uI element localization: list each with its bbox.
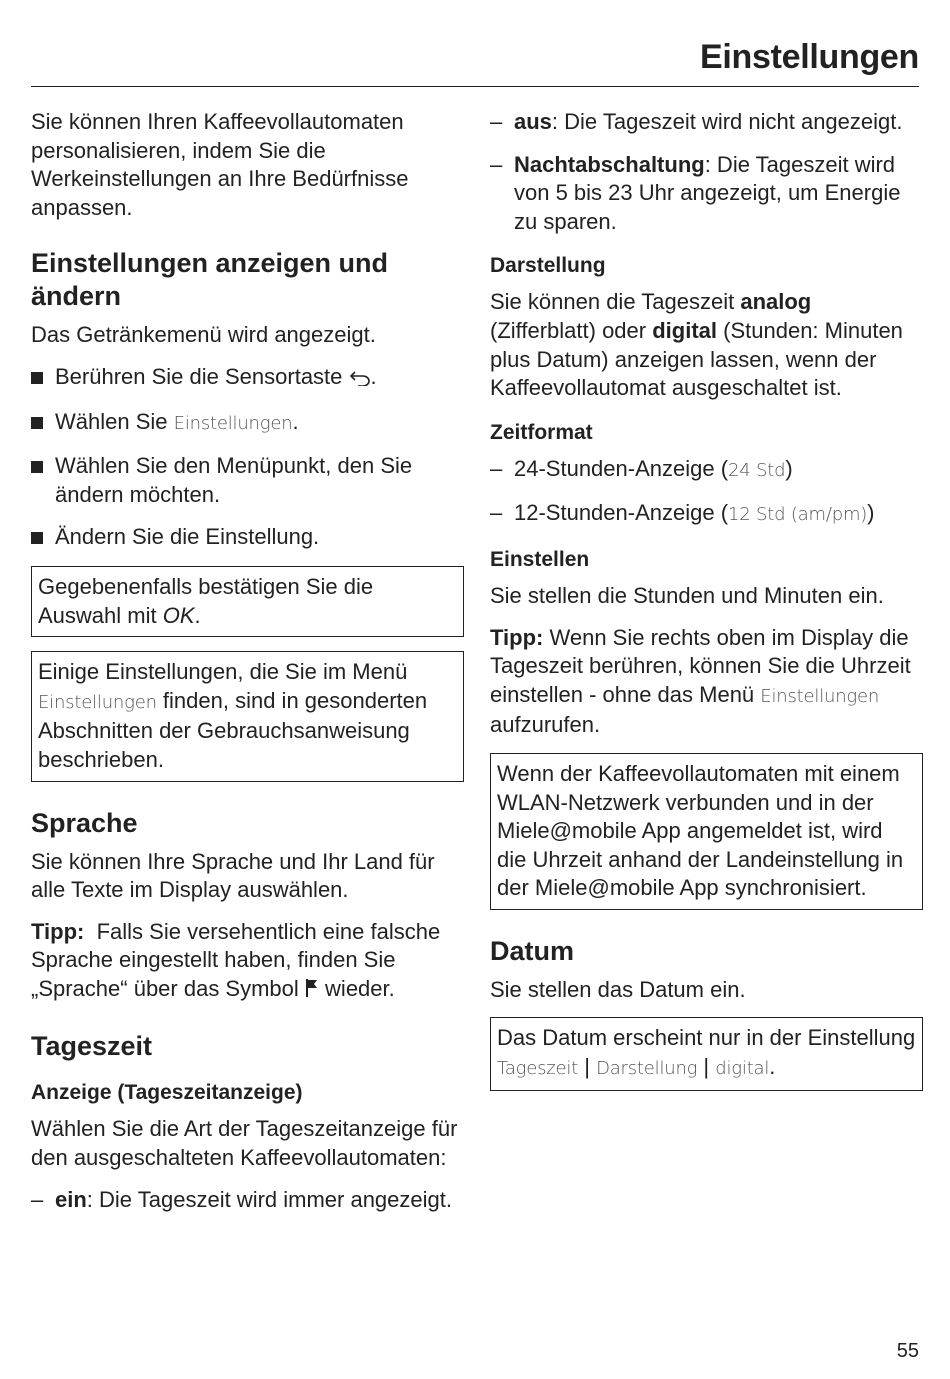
step-2: Wählen Sie Einstellungen. bbox=[31, 408, 464, 439]
subheading-zeitformat: Zeitformat bbox=[490, 420, 593, 444]
step-3: Wählen Sie den Menüpunkt, den Sie ändern möchten. bbox=[31, 452, 464, 509]
step-4: Ändern Sie die Einstellung. bbox=[31, 523, 464, 552]
intro-text: Sie können Ihren Kaffeevollautomaten personalisieren, indem Sie die Werkeinstellungen an Ihre Bedürfnisse anpassen. bbox=[31, 109, 409, 220]
subheading-darstellung: Darstellung bbox=[490, 254, 606, 278]
datum-text: Sie stellen das Datum ein. bbox=[490, 976, 746, 1002]
left-column bbox=[31, 108, 464, 1228]
einstellen-tip: Tipp: Wenn Sie rechts oben im Display die Tageszeit berühren, können Sie die Uhrzeit einstellen - ohne das Menü Einstellungen aufzurufen. bbox=[490, 624, 911, 738]
heading-sprache: Sprache bbox=[31, 807, 138, 838]
header-divider bbox=[31, 86, 919, 87]
back-arrow-icon bbox=[349, 365, 371, 394]
option-aus: – aus: Die Tageszeit wird nicht angezeigt. bbox=[490, 109, 903, 134]
subheading-einstellen: Einstellen bbox=[490, 547, 590, 571]
option-nachtabschaltung: – Nachtabschaltung: Die Tageszeit wird von 5 bis 23 Uhr angezeigt, um Energie zu sparen. bbox=[490, 151, 901, 234]
bullet-square bbox=[31, 532, 43, 544]
menu-name-einstellungen: Einstellungen bbox=[173, 412, 293, 434]
bullet-square bbox=[31, 372, 43, 384]
note-box-sections: Einige Einstellungen, die Sie im Menü Einstellungen finden, sind in gesonderten Abschnitten der Gebrauchsanweisung beschrieben. bbox=[31, 651, 464, 781]
page-number: 55 bbox=[896, 1340, 919, 1362]
flag-icon bbox=[305, 977, 319, 1006]
tageszeit-text: Wählen Sie die Art der Tageszeitanzeige für den ausgeschalteten Kaffeevollautomaten: bbox=[31, 1116, 458, 1171]
option-12h: – 12-Stunden-Anzeige (12 Std (am/pm)) bbox=[490, 500, 875, 526]
sprache-text: Sie können Ihre Sprache und Ihr Land für alle Texte im Display auswählen. bbox=[31, 848, 435, 903]
darstellung-text: Sie können die Tageszeit analog (Zifferblatt) oder digital (Stunden: Minuten plus Datum) anzeigen lassen, wenn der Kaffeevollautomat ausgeschaltet ist. bbox=[490, 289, 903, 401]
note-box-ok: Gegebenenfalls bestätigen Sie die Auswahl mit OK. bbox=[31, 566, 464, 637]
bullet-square bbox=[31, 417, 43, 429]
option-ein: – ein: Die Tageszeit wird immer angezeigt. bbox=[31, 1186, 452, 1212]
heading-einstellungen-anzeigen: Einstellungen anzeigen und ändern bbox=[31, 248, 389, 312]
option-24h: – 24-Stunden-Anzeige (24 Std) bbox=[490, 455, 793, 481]
subheading-anzeige: Anzeige (Tageszeitanzeige) bbox=[31, 1081, 303, 1105]
page-title: Einstellungen bbox=[699, 38, 919, 76]
note-box-datum: Das Datum erscheint nur in der Einstellung Tageszeit | Darstellung | digital. bbox=[490, 1017, 923, 1090]
note-box-wlan: Wenn der Kaffeevollautomaten mit einem WLAN-Netzwerk verbunden und in der Miele@mobile App angemeldet ist, wird die Uhrzeit anhand der Landeinstellung in der Miele@mobile App synchronisiert. bbox=[490, 753, 923, 910]
bullet-square bbox=[31, 461, 43, 473]
heading-tageszeit: Tageszeit bbox=[31, 1031, 153, 1062]
menu-shown-text: Das Getränkemenü wird angezeigt. bbox=[31, 322, 376, 348]
step-1: Berühren Sie die Sensortaste . bbox=[31, 363, 464, 394]
right-column bbox=[490, 108, 923, 1105]
sprache-tip: Tipp: Falls Sie versehentlich eine falsche Sprache eingestellt haben, finden Sie „Sprache“ über das Symbol wieder. bbox=[31, 918, 464, 1006]
einstellen-text: Sie stellen die Stunden und Minuten ein. bbox=[490, 582, 884, 608]
heading-datum: Datum bbox=[490, 935, 575, 966]
